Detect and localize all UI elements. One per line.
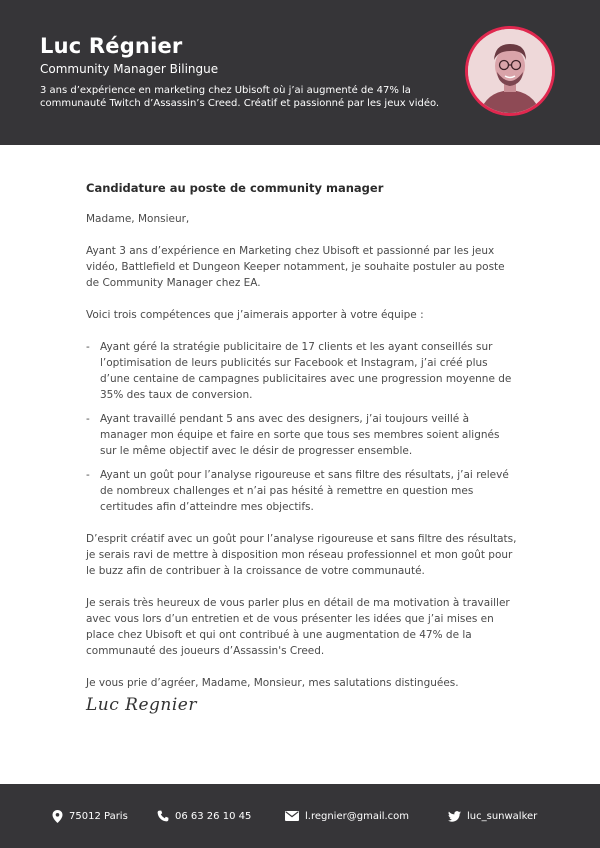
creative-paragraph: D’esprit créatif avec un goût pour l’analyse rigoureuse et sans filtre des résultats, je serais ravi de mettre à disposition mon réseau professionnel et mon goût pour le buzz afin de contribuer à la croissance de votre communauté. xyxy=(86,533,517,577)
email-icon xyxy=(285,811,299,821)
intro-paragraph: Ayant 3 ans d’expérience en Marketing chez Ubisoft et passionné par les jeux vidéo, Battlefield et Dungeon Keeper notamment, je souhaite postuler au poste de Community Manager chez EA. xyxy=(86,245,505,289)
twitter-text: luc_sunwalker xyxy=(467,810,538,822)
footer-email xyxy=(285,808,409,824)
job-title: Community Manager Bilingue xyxy=(40,62,219,76)
closing-paragraph: Je vous prie d’agréer, Madame, Monsieur, mes salutations distinguées. xyxy=(86,677,459,689)
footer xyxy=(0,784,600,848)
footer-twitter xyxy=(448,808,537,824)
letter-subject: Candidature au poste de community manager xyxy=(86,181,384,195)
phone-icon xyxy=(157,810,169,822)
cover-letter xyxy=(86,180,518,713)
location-pin-icon xyxy=(52,810,63,823)
candidate-name: Luc Régnier xyxy=(40,34,183,58)
profile-summary: 3 ans d’expérience en marketing chez Ubisoft où j’ai augmenté de 47% la communauté Twitch d’Assassin’s Creed. Créatif et passionné par les jeux vidéo. xyxy=(40,85,440,109)
list-item: - Ayant géré la stratégie publicitaire de 17 clients et les ayant conseillés sur l’optimisation de leurs publicités sur Facebook et Instagram, j’ai créé plus d’une centaine de campagnes publicitaires avec une progression moyenne de 35% des taux de conversion. xyxy=(86,339,518,403)
footer-location xyxy=(52,808,128,824)
list-item: - Ayant un goût pour l’analyse rigoureuse et sans filtre des résultats, j’ai relevé de nombreux challenges et n’ai pas hésité à remettre en question mes certitudes afin d’atteindre mes objectifs. xyxy=(86,467,518,515)
location-text: 75012 Paris xyxy=(69,810,128,822)
profile-photo xyxy=(465,26,555,116)
header xyxy=(0,0,600,145)
skills-list xyxy=(86,339,518,515)
footer-phone xyxy=(157,808,251,824)
twitter-icon xyxy=(448,811,461,822)
signature: Luc Regnier xyxy=(86,695,197,715)
list-item: - Ayant travaillé pendant 5 ans avec des designers, j’ai toujours veillé à manager mon équipe et faire en sorte que tous ses membres soient alignés sur le même objectif avec le désir de progresser ensemble. xyxy=(86,411,518,459)
email-text: l.regnier@gmail.com xyxy=(305,810,410,822)
skills-intro: Voici trois compétences que j’aimerais apporter à votre équipe : xyxy=(86,309,424,321)
phone-text: 06 63 26 10 45 xyxy=(175,810,252,822)
motivation-paragraph: Je serais très heureux de vous parler plus en détail de ma motivation à travailler avec vous lors d’un entretien et de vous présenter les idées que j’ai mises en place chez Ubisoft et qui ont contribué à une augmentation de 47% de la communauté des joueurs d’Assassin's Creed. xyxy=(86,597,510,657)
salutation: Madame, Monsieur, xyxy=(86,213,190,225)
